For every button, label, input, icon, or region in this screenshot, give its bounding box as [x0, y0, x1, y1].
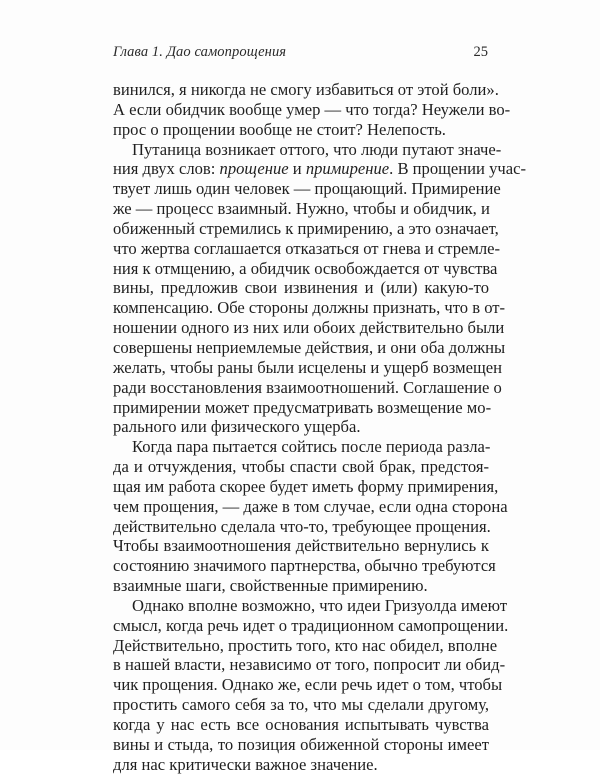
text-line: Когда пара пытается сойтись после периода разла-	[132, 437, 491, 457]
text-line: желать, чтобы раны были исцелены и ущерб возмещен	[113, 357, 502, 377]
text-line: Чтобы взаимоотношения действительно вернулись к	[113, 536, 489, 556]
text-line: да и отчуждения, чтобы спасти свой брак, предстоя-	[113, 457, 489, 477]
paragraph-3	[113, 437, 508, 596]
text-line: ния к отмщению, а обидчик освобождается от чувства	[113, 258, 498, 278]
paragraph-1	[113, 80, 511, 140]
text-line: щая им работа скорее будет иметь форму примирения,	[113, 476, 499, 496]
text-line: действительно сделала что-то, требующее прощения.	[113, 516, 491, 536]
text-line: когда у нас есть все основания испытывать чувства	[113, 715, 489, 734]
text-line-with-italics	[113, 159, 526, 179]
text-line: ради восстановления взаимоотношений. Соглашение о	[113, 377, 502, 397]
text-line: винился, я никогда не смогу избавиться от этой боли».	[113, 80, 499, 99]
text-fragment: ния двух слов:	[113, 159, 220, 179]
text-line: простить самого себя за то, что мы сделали другому,	[113, 695, 489, 715]
text-line: вины и стыда, то позиция обиженной стороны имеет	[113, 734, 489, 754]
text-line: прос о прощении вообще не стоит? Нелепость.	[113, 119, 446, 139]
italic-term-reconciliation: примирение	[305, 159, 390, 179]
text-line: чем прощения, — даже в том случае, если одна сторона	[113, 496, 508, 516]
body-text	[113, 80, 526, 775]
text-line: вины, предложив свои извинения и (или) какую-то	[113, 278, 489, 298]
paragraph-2	[113, 139, 526, 438]
text-line: состоянию значимого партнерства, обычно требуются	[113, 556, 496, 576]
text-line: чик прощения. Однако же, если речь идет о том, чтобы	[113, 675, 503, 695]
text-line: взаимные шаги, свойственные примирению.	[113, 576, 428, 596]
text-line: в нашей власти, независимо от того, попросит ли обид-	[113, 655, 506, 675]
text-line: Путаница возникает оттого, что люди путают значе-	[132, 139, 502, 159]
text-line: же — процесс взаимный. Нужно, чтобы и обидчик, и	[113, 199, 490, 219]
italic-term-forgiveness: прощение	[219, 159, 289, 179]
text-fragment: и	[288, 159, 306, 179]
text-line: А если обидчик вообще умер — что тогда? Неужели во-	[113, 99, 511, 119]
text-line: смысл, когда речь идет о традиционном самопрощении.	[113, 615, 509, 635]
running-title: Глава 1. Дао самопрощения	[113, 44, 287, 60]
text-line: ношении одного из них или обоих действительно были	[113, 318, 505, 338]
text-line: Однако вполне возможно, что идеи Гризуолда имеют	[132, 595, 508, 615]
text-line: что жертва соглашается отказаться от гнева и стремле-	[113, 238, 501, 258]
text-line: примирении может предусматривать возмещение мо-	[113, 397, 492, 417]
text-line: рального или физического ущерба.	[113, 417, 361, 437]
text-line: твует лишь один человек — прощающий. Примирение	[113, 179, 501, 199]
text-line: обиженный стремились к примирению, а это означает,	[113, 218, 499, 238]
text-fragment: .	[389, 159, 398, 179]
text-fragment: В прощении учас-	[397, 159, 526, 179]
text-line: совершены неприемлемые действия, и они оба должны	[113, 337, 506, 357]
text-line: для нас критически важное значение.	[113, 754, 378, 774]
text-line: Действительно, простить того, кто нас обидел, вполне	[113, 635, 498, 655]
paragraph-4	[113, 595, 509, 775]
page-number: 25	[473, 44, 488, 60]
text-line: компенсацию. Обе стороны должны признать, что в от-	[113, 298, 506, 318]
